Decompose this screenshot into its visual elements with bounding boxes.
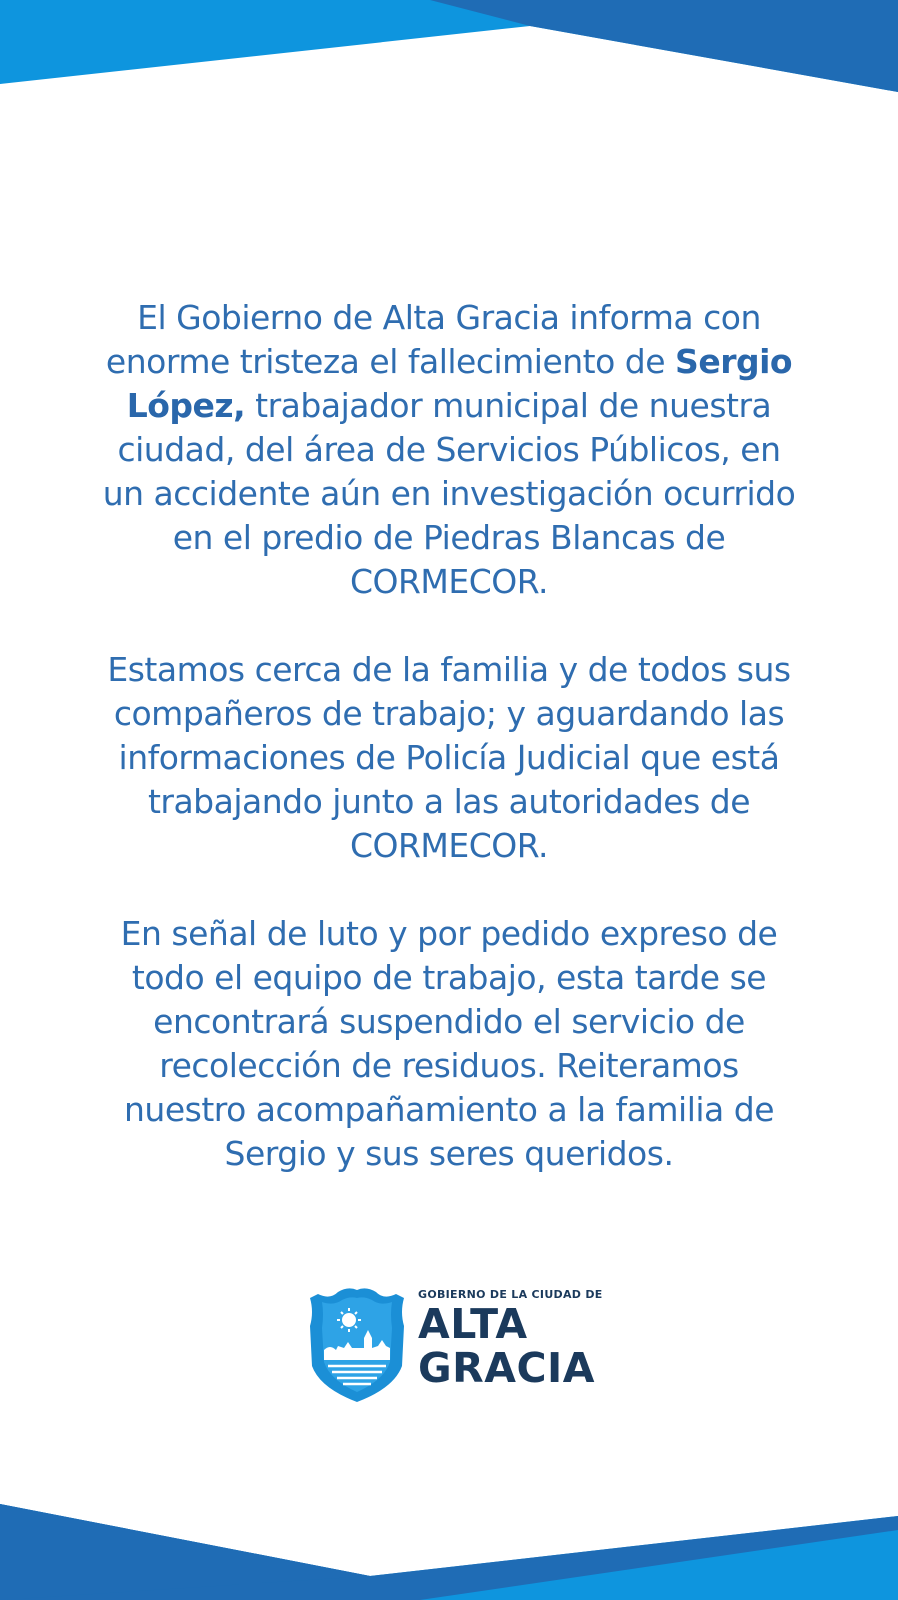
- alta-gracia-logo: [304, 1286, 604, 1404]
- paragraph-3: En señal de luto y por pedido expreso de todo el equipo de trabajo, esta tarde se encontrará suspendido el servicio de recolección de residuos. Reiteramos nuestro acompañamiento a la familia de Sergio y sus seres queridos.: [120, 914, 778, 1173]
- top-decorative-band: [0, 0, 898, 100]
- city-shield-icon: [304, 1286, 410, 1404]
- paragraph-1-intro: El Gobierno de Alta Gracia informa con enorme tristeza el fallecimiento de: [105, 298, 761, 381]
- logo-line-1: ALTA: [418, 1300, 528, 1348]
- logo-wordmark: [418, 1286, 603, 1390]
- announcement-text: [100, 296, 798, 1220]
- paragraph-1-rest: trabajador municipal de nuestra ciudad, del área de Servicios Públicos, en un accidente aún en investigación ocurrido en el predio de Piedras Blancas de CORMECOR.: [102, 386, 796, 601]
- paragraph-1: [100, 296, 798, 604]
- paragraph-2: Estamos cerca de la familia y de todos sus compañeros de trabajo; y aguardando las informaciones de Policía Judicial que está trabajando junto a las autoridades de CORMECOR.: [107, 650, 791, 865]
- logo-line-2: GRACIA: [418, 1344, 596, 1392]
- bottom-decorative-band: [0, 1490, 898, 1600]
- deceased-name: Sergio López,: [126, 342, 793, 425]
- logo-subtitle: GOBIERNO DE LA CIUDAD DE: [418, 1288, 603, 1301]
